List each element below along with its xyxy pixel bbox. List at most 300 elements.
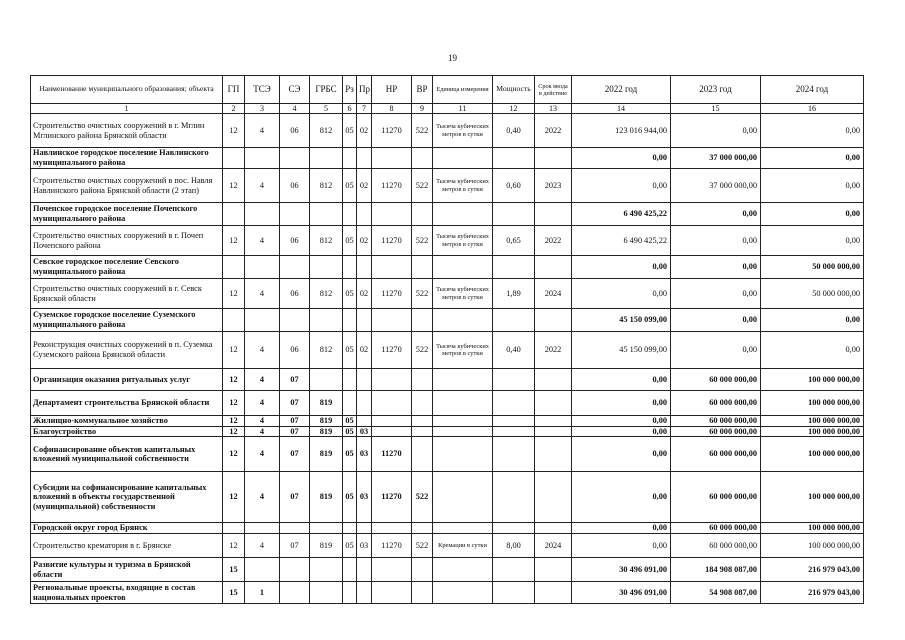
grbs-code-cell: 819: [310, 391, 343, 416]
grbs-code-cell: [310, 256, 343, 279]
grbs-code-cell: 812: [310, 279, 343, 309]
header-cell: ГРБС: [310, 76, 343, 104]
capacity-cell: [493, 426, 535, 437]
rz-code-cell: [343, 391, 357, 416]
table-row: [31, 114, 864, 148]
commissioning-year-cell: [535, 582, 572, 604]
column-number-row: [31, 104, 864, 114]
pr-code-cell: 03: [357, 437, 372, 472]
column-number: 12: [493, 104, 535, 114]
object-name-cell: Региональные проекты, входящие в состав национальных проектов: [31, 582, 223, 604]
commissioning-year-cell: [535, 472, 572, 523]
amount-2023-cell: 60 000 000,00: [671, 472, 761, 523]
header-cell: ВР: [412, 76, 433, 104]
unit-of-measure-cell: [433, 472, 493, 523]
header-cell: ГП: [223, 76, 245, 104]
pr-code-cell: 02: [357, 279, 372, 309]
se-code-cell: 06: [280, 279, 310, 309]
rz-code-cell: [343, 558, 357, 582]
grbs-code-cell: 812: [310, 332, 343, 369]
tse-code-cell: 1: [245, 582, 280, 604]
gp-code-cell: 12: [223, 114, 245, 148]
tse-code-cell: 4: [245, 369, 280, 391]
rz-code-cell: 05: [343, 416, 357, 427]
object-name-cell: Строительство очистных сооружений в г. Севск Брянской области: [31, 279, 223, 309]
tse-code-cell: 4: [245, 169, 280, 203]
pr-code-cell: 02: [357, 114, 372, 148]
gp-code-cell: 15: [223, 558, 245, 582]
table-row: [31, 523, 864, 534]
header-cell: Пр: [357, 76, 372, 104]
nr-code-cell: [372, 203, 412, 226]
amount-2022-cell: 0,00: [572, 416, 671, 427]
unit-of-measure-cell: [433, 369, 493, 391]
amount-2022-cell: 0,00: [572, 169, 671, 203]
object-name-cell: Реконструкция очистных сооружений в п. Суземка Суземского района Брянской области: [31, 332, 223, 369]
grbs-code-cell: 812: [310, 169, 343, 203]
commissioning-year-cell: [535, 558, 572, 582]
nr-code-cell: 11270: [372, 534, 412, 558]
amount-2023-cell: 0,00: [671, 309, 761, 332]
capacity-cell: 1,89: [493, 279, 535, 309]
se-code-cell: 07: [280, 416, 310, 427]
amount-2024-cell: 0,00: [761, 114, 864, 148]
commissioning-year-cell: 2022: [535, 332, 572, 369]
se-code-cell: 06: [280, 114, 310, 148]
amount-2024-cell: 0,00: [761, 309, 864, 332]
commissioning-year-cell: 2022: [535, 226, 572, 256]
capacity-cell: [493, 148, 535, 169]
pr-code-cell: [357, 582, 372, 604]
nr-code-cell: [372, 582, 412, 604]
amount-2024-cell: 216 979 043,00: [761, 558, 864, 582]
object-name-cell: Развитие культуры и туризма в Брянской области: [31, 558, 223, 582]
page-number: 19: [448, 53, 457, 63]
amount-2023-cell: 37 000 000,00: [671, 148, 761, 169]
object-name-cell: Департамент строительства Брянской области: [31, 391, 223, 416]
unit-of-measure-cell: [433, 148, 493, 169]
budget-table: [30, 75, 864, 604]
capacity-cell: [493, 582, 535, 604]
grbs-code-cell: 819: [310, 426, 343, 437]
table-row: [31, 279, 864, 309]
amount-2024-cell: 100 000 000,00: [761, 416, 864, 427]
nr-code-cell: [372, 256, 412, 279]
capacity-cell: [493, 437, 535, 472]
amount-2022-cell: 6 490 425,22: [572, 226, 671, 256]
amount-2023-cell: 0,00: [671, 279, 761, 309]
amount-2022-cell: 0,00: [572, 148, 671, 169]
commissioning-year-cell: 2022: [535, 114, 572, 148]
nr-code-cell: [372, 416, 412, 427]
nr-code-cell: [372, 148, 412, 169]
unit-of-measure-cell: [433, 391, 493, 416]
amount-2022-cell: 45 150 099,00: [572, 332, 671, 369]
amount-2023-cell: 0,00: [671, 114, 761, 148]
table-row: [31, 437, 864, 472]
amount-2023-cell: 0,00: [671, 226, 761, 256]
vr-code-cell: 522: [412, 226, 433, 256]
pr-code-cell: 02: [357, 226, 372, 256]
table-row: [31, 391, 864, 416]
object-name-cell: Навлинское городское поселение Навлинского муниципального района: [31, 148, 223, 169]
se-code-cell: [280, 148, 310, 169]
column-number: 16: [761, 104, 864, 114]
header-cell: ТСЭ: [245, 76, 280, 104]
se-code-cell: [280, 203, 310, 226]
vr-code-cell: 522: [412, 332, 433, 369]
amount-2024-cell: 0,00: [761, 148, 864, 169]
column-number: 8: [372, 104, 412, 114]
capacity-cell: 0,40: [493, 332, 535, 369]
se-code-cell: 07: [280, 426, 310, 437]
nr-code-cell: [372, 523, 412, 534]
se-code-cell: 06: [280, 226, 310, 256]
unit-of-measure-cell: [433, 582, 493, 604]
object-name-cell: Суземское городское поселение Суземского муниципального района: [31, 309, 223, 332]
header-row: [31, 76, 864, 104]
se-code-cell: 07: [280, 472, 310, 523]
capacity-cell: [493, 558, 535, 582]
gp-code-cell: [223, 309, 245, 332]
column-number: 3: [245, 104, 280, 114]
header-cell: 2024 год: [761, 76, 864, 104]
nr-code-cell: 11270: [372, 114, 412, 148]
nr-code-cell: [372, 391, 412, 416]
tse-code-cell: 4: [245, 416, 280, 427]
pr-code-cell: [357, 416, 372, 427]
header-cell: НР: [372, 76, 412, 104]
pr-code-cell: 02: [357, 332, 372, 369]
commissioning-year-cell: [535, 148, 572, 169]
grbs-code-cell: [310, 369, 343, 391]
capacity-cell: [493, 472, 535, 523]
vr-code-cell: [412, 369, 433, 391]
amount-2024-cell: 0,00: [761, 332, 864, 369]
nr-code-cell: 11270: [372, 169, 412, 203]
nr-code-cell: [372, 426, 412, 437]
nr-code-cell: [372, 558, 412, 582]
column-number: 2: [223, 104, 245, 114]
vr-code-cell: [412, 523, 433, 534]
capacity-cell: [493, 309, 535, 332]
column-number: 13: [535, 104, 572, 114]
amount-2022-cell: 6 490 425,22: [572, 203, 671, 226]
unit-of-measure-cell: Тысяча кубических метров в сутки: [433, 332, 493, 369]
pr-code-cell: 03: [357, 472, 372, 523]
column-number: 6: [343, 104, 357, 114]
object-name-cell: Благоустройство: [31, 426, 223, 437]
vr-code-cell: 522: [412, 169, 433, 203]
header-cell: Единица измерения: [433, 76, 493, 104]
grbs-code-cell: [310, 582, 343, 604]
gp-code-cell: 12: [223, 416, 245, 427]
grbs-code-cell: 819: [310, 437, 343, 472]
rz-code-cell: 05: [343, 226, 357, 256]
amount-2022-cell: 0,00: [572, 391, 671, 416]
amount-2023-cell: 60 000 000,00: [671, 426, 761, 437]
vr-code-cell: [412, 391, 433, 416]
vr-code-cell: [412, 582, 433, 604]
capacity-cell: [493, 256, 535, 279]
table-row: [31, 416, 864, 427]
header-cell: 2023 год: [671, 76, 761, 104]
commissioning-year-cell: [535, 309, 572, 332]
pr-code-cell: 03: [357, 426, 372, 437]
vr-code-cell: [412, 148, 433, 169]
amount-2022-cell: 0,00: [572, 279, 671, 309]
vr-code-cell: [412, 437, 433, 472]
header-cell: СЭ: [280, 76, 310, 104]
nr-code-cell: 11270: [372, 472, 412, 523]
column-number: 5: [310, 104, 343, 114]
table-row: [31, 534, 864, 558]
unit-of-measure-cell: [433, 256, 493, 279]
vr-code-cell: [412, 416, 433, 427]
grbs-code-cell: 812: [310, 226, 343, 256]
capacity-cell: [493, 523, 535, 534]
tse-code-cell: 4: [245, 534, 280, 558]
pr-code-cell: [357, 558, 372, 582]
tse-code-cell: 4: [245, 114, 280, 148]
amount-2024-cell: 0,00: [761, 226, 864, 256]
grbs-code-cell: 819: [310, 534, 343, 558]
table-row: [31, 558, 864, 582]
commissioning-year-cell: [535, 523, 572, 534]
vr-code-cell: [412, 558, 433, 582]
grbs-code-cell: [310, 558, 343, 582]
unit-of-measure-cell: Тысяча кубических метров в сутки: [433, 279, 493, 309]
vr-code-cell: 522: [412, 114, 433, 148]
object-name-cell: Строительство очистных сооружений в пос. Навля Навлинского района Брянской области (2 этап): [31, 169, 223, 203]
object-name-cell: Строительство очистных сооружений в г. Почеп Почепского района: [31, 226, 223, 256]
object-name-cell: Севское городское поселение Севского муниципального района: [31, 256, 223, 279]
amount-2024-cell: 100 000 000,00: [761, 426, 864, 437]
gp-code-cell: [223, 148, 245, 169]
unit-of-measure-cell: [433, 416, 493, 427]
table-row: [31, 369, 864, 391]
unit-of-measure-cell: Тысяча кубических метров в сутки: [433, 114, 493, 148]
se-code-cell: 06: [280, 169, 310, 203]
amount-2022-cell: 0,00: [572, 426, 671, 437]
table-row: [31, 256, 864, 279]
tse-code-cell: [245, 148, 280, 169]
pr-code-cell: [357, 523, 372, 534]
unit-of-measure-cell: [433, 426, 493, 437]
se-code-cell: [280, 582, 310, 604]
gp-code-cell: 12: [223, 369, 245, 391]
table-row: [31, 426, 864, 437]
object-name-cell: Жилищно-коммунальное хозяйство: [31, 416, 223, 427]
amount-2022-cell: 30 496 091,00: [572, 558, 671, 582]
se-code-cell: 07: [280, 534, 310, 558]
se-code-cell: 07: [280, 437, 310, 472]
amount-2022-cell: 45 150 099,00: [572, 309, 671, 332]
tse-code-cell: 4: [245, 437, 280, 472]
table-row: [31, 226, 864, 256]
capacity-cell: 0,40: [493, 114, 535, 148]
amount-2024-cell: 50 000 000,00: [761, 279, 864, 309]
amount-2022-cell: 0,00: [572, 534, 671, 558]
object-name-cell: Строительство крематория в г. Брянске: [31, 534, 223, 558]
vr-code-cell: [412, 256, 433, 279]
amount-2024-cell: 100 000 000,00: [761, 369, 864, 391]
column-number: 9: [412, 104, 433, 114]
gp-code-cell: 12: [223, 426, 245, 437]
amount-2023-cell: 0,00: [671, 256, 761, 279]
grbs-code-cell: 812: [310, 114, 343, 148]
se-code-cell: 07: [280, 369, 310, 391]
gp-code-cell: 12: [223, 437, 245, 472]
amount-2024-cell: 50 000 000,00: [761, 256, 864, 279]
gp-code-cell: 12: [223, 472, 245, 523]
column-number: 1: [31, 104, 223, 114]
amount-2022-cell: 123 016 944,00: [572, 114, 671, 148]
pr-code-cell: [357, 148, 372, 169]
amount-2022-cell: 0,00: [572, 369, 671, 391]
unit-of-measure-cell: [433, 437, 493, 472]
pr-code-cell: [357, 256, 372, 279]
tse-code-cell: 4: [245, 226, 280, 256]
grbs-code-cell: 819: [310, 416, 343, 427]
rz-code-cell: [343, 203, 357, 226]
table-row: [31, 472, 864, 523]
column-number: 14: [572, 104, 671, 114]
se-code-cell: 06: [280, 332, 310, 369]
rz-code-cell: 05: [343, 114, 357, 148]
tse-code-cell: [245, 309, 280, 332]
nr-code-cell: 11270: [372, 332, 412, 369]
se-code-cell: [280, 523, 310, 534]
se-code-cell: [280, 256, 310, 279]
amount-2023-cell: 60 000 000,00: [671, 369, 761, 391]
vr-code-cell: [412, 203, 433, 226]
amount-2023-cell: 184 908 087,00: [671, 558, 761, 582]
amount-2022-cell: 0,00: [572, 472, 671, 523]
column-number: 15: [671, 104, 761, 114]
grbs-code-cell: [310, 203, 343, 226]
object-name-cell: Софинансирование объектов капитальных вложений муниципальной собственности: [31, 437, 223, 472]
pr-code-cell: [357, 369, 372, 391]
commissioning-year-cell: 2024: [535, 279, 572, 309]
capacity-cell: [493, 203, 535, 226]
amount-2023-cell: 60 000 000,00: [671, 416, 761, 427]
gp-code-cell: 12: [223, 169, 245, 203]
gp-code-cell: 12: [223, 391, 245, 416]
grbs-code-cell: [310, 523, 343, 534]
amount-2022-cell: 30 496 091,00: [572, 582, 671, 604]
rz-code-cell: 05: [343, 472, 357, 523]
column-number: 7: [357, 104, 372, 114]
commissioning-year-cell: [535, 426, 572, 437]
amount-2022-cell: 0,00: [572, 523, 671, 534]
nr-code-cell: 11270: [372, 226, 412, 256]
amount-2023-cell: 60 000 000,00: [671, 437, 761, 472]
commissioning-year-cell: [535, 437, 572, 472]
column-number: 4: [280, 104, 310, 114]
capacity-cell: 0,65: [493, 226, 535, 256]
tse-code-cell: [245, 256, 280, 279]
unit-of-measure-cell: [433, 309, 493, 332]
capacity-cell: [493, 416, 535, 427]
tse-code-cell: 4: [245, 332, 280, 369]
commissioning-year-cell: 2024: [535, 534, 572, 558]
amount-2024-cell: 100 000 000,00: [761, 523, 864, 534]
amount-2023-cell: 0,00: [671, 203, 761, 226]
object-name-cell: Почепское городское поселение Почепского муниципального района: [31, 203, 223, 226]
tse-code-cell: [245, 558, 280, 582]
vr-code-cell: [412, 426, 433, 437]
tse-code-cell: 4: [245, 426, 280, 437]
object-name-cell: Строительство очистных сооружений в г. Мглин Мглинского района Брянской области: [31, 114, 223, 148]
commissioning-year-cell: 2023: [535, 169, 572, 203]
table-row: [31, 332, 864, 369]
vr-code-cell: 522: [412, 472, 433, 523]
gp-code-cell: [223, 523, 245, 534]
tse-code-cell: [245, 203, 280, 226]
capacity-cell: [493, 391, 535, 416]
commissioning-year-cell: [535, 369, 572, 391]
amount-2022-cell: 0,00: [572, 437, 671, 472]
amount-2022-cell: 0,00: [572, 256, 671, 279]
table-row: [31, 169, 864, 203]
pr-code-cell: 03: [357, 534, 372, 558]
amount-2023-cell: 0,00: [671, 332, 761, 369]
column-number: 11: [433, 104, 493, 114]
rz-code-cell: 05: [343, 169, 357, 203]
pr-code-cell: 02: [357, 169, 372, 203]
object-name-cell: Субсидии на софинансирование капитальных вложений в объекты государственной (муниципальной) собственности: [31, 472, 223, 523]
object-name-cell: Городской округ город Брянск: [31, 523, 223, 534]
gp-code-cell: 12: [223, 534, 245, 558]
amount-2023-cell: 60 000 000,00: [671, 391, 761, 416]
se-code-cell: [280, 309, 310, 332]
unit-of-measure-cell: Тысяча кубических метров в сутки: [433, 169, 493, 203]
amount-2023-cell: 60 000 000,00: [671, 534, 761, 558]
vr-code-cell: [412, 309, 433, 332]
gp-code-cell: 12: [223, 332, 245, 369]
pr-code-cell: [357, 391, 372, 416]
amount-2024-cell: 100 000 000,00: [761, 534, 864, 558]
pr-code-cell: [357, 203, 372, 226]
unit-of-measure-cell: [433, 523, 493, 534]
se-code-cell: 07: [280, 391, 310, 416]
header-cell: Рз: [343, 76, 357, 104]
vr-code-cell: 522: [412, 534, 433, 558]
tse-code-cell: [245, 523, 280, 534]
amount-2024-cell: 100 000 000,00: [761, 437, 864, 472]
grbs-code-cell: [310, 309, 343, 332]
commissioning-year-cell: [535, 416, 572, 427]
amount-2023-cell: 60 000 000,00: [671, 523, 761, 534]
table-row: [31, 148, 864, 169]
table-row: [31, 203, 864, 226]
header-cell: 2022 год: [572, 76, 671, 104]
capacity-cell: 8,00: [493, 534, 535, 558]
unit-of-measure-cell: [433, 203, 493, 226]
nr-code-cell: 11270: [372, 279, 412, 309]
capacity-cell: 0,60: [493, 169, 535, 203]
amount-2024-cell: 216 979 043,00: [761, 582, 864, 604]
grbs-code-cell: 819: [310, 472, 343, 523]
header-cell: Мощность: [493, 76, 535, 104]
gp-code-cell: 12: [223, 226, 245, 256]
se-code-cell: [280, 558, 310, 582]
object-name-cell: Организация оказания ритуальных услуг: [31, 369, 223, 391]
amount-2023-cell: 37 000 000,00: [671, 169, 761, 203]
header-cell: Наименование муниципального образования; объекта: [31, 76, 223, 104]
rz-code-cell: [343, 582, 357, 604]
